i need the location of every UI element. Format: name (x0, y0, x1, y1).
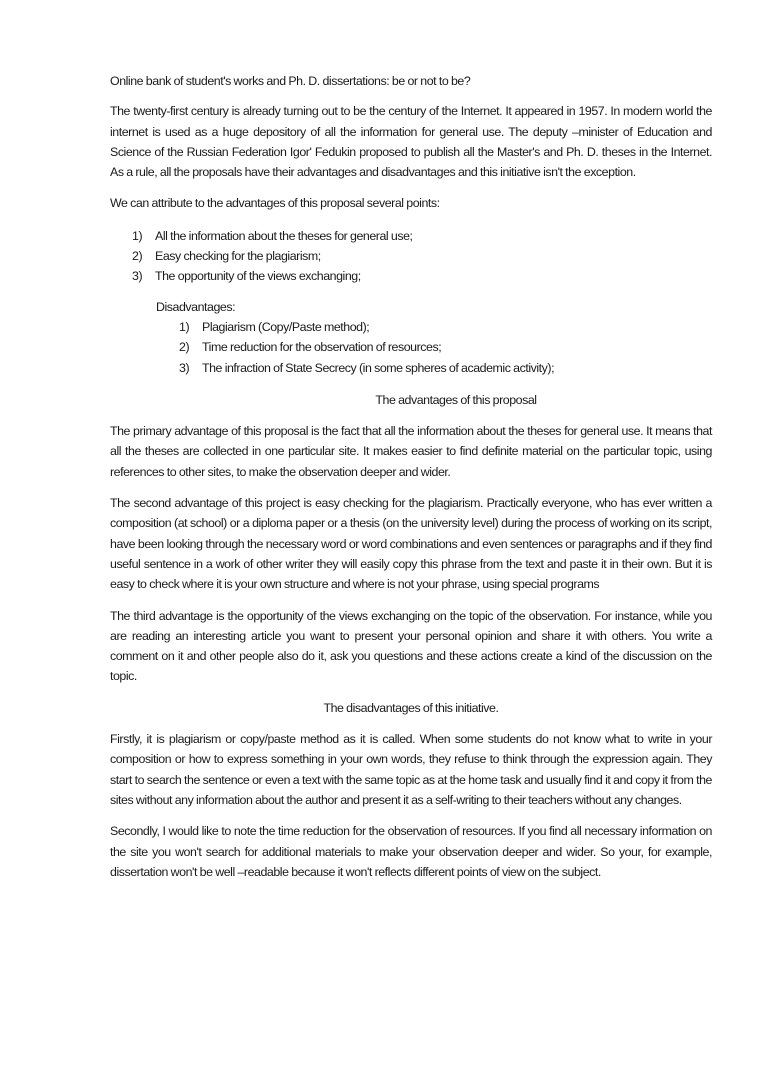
list-item-text: The infraction of State Secrecy (in some spheres of academic activity); (202, 360, 555, 375)
document-title: Online bank of student's works and Ph. D. dissertations: be or not to be? (110, 74, 471, 88)
document-page (110, 71, 712, 893)
advantages-intro: We can attribute to the advantages of this proposal several points: (110, 196, 440, 211)
advantages-heading: The advantages of this proposal (375, 392, 537, 407)
advantage-paragraph-2: The second advantage of this project is easy checking for the plagiarism. Practically everyone, who has ever written a composition (at school) or a diploma paper or a thesis (on the university level) during the process of working on its script, have been looking through the necessary word or word combinations and even sentences or paragraphs and if they find useful sentence in a work of other writer they will easily copy this phrase from the text and paste it in their own. But it is easy to check where it is your own structure and where is not your phrase, using special programs (110, 496, 712, 592)
advantages-list (110, 226, 712, 287)
list-item-text: The opportunity of the views exchanging; (155, 269, 361, 284)
disadvantages-title: Disadvantages: (156, 299, 236, 314)
list-number: 1) (179, 319, 190, 334)
list-item-text: Plagiarism (Copy/Paste method); (202, 319, 370, 334)
list-item (110, 246, 712, 266)
list-item (156, 337, 712, 357)
list-item (156, 317, 712, 337)
list-item (110, 226, 712, 246)
disadvantages-block (156, 297, 712, 378)
list-item-text: All the information about the theses for general use; (155, 228, 413, 243)
disadvantages-heading: The disadvantages of this initiative. (323, 700, 499, 715)
disadvantage-paragraph-1: Firstly, it is plagiarism or copy/paste method as it is called. When some students do not know what to write in your composition or how to express something in your own words, they refuse to think through the expression again. They start to search the sentence or even a text with the same topic as at the home task and usually find it and copy it from the sites without any information about the author and present it as a self-writing to their teachers without any changes. (110, 732, 712, 807)
list-item (156, 358, 712, 378)
list-number: 3) (179, 360, 190, 375)
disadvantages-list (156, 317, 712, 378)
list-item-text: Easy checking for the plagiarism; (155, 249, 321, 264)
advantage-paragraph-3: The third advantage is the opportunity of the views exchanging on the topic of the observation. For instance, while you are reading an interesting article you want to present your personal opinion and share it with others. You write a comment on it and other people also do it, ask you questions and these actions create a kind of the discussion on the topic. (110, 608, 712, 684)
list-number: 1) (132, 228, 143, 243)
intro-paragraph: The twenty-first century is already turning out to be the century of the Internet. It appeared in 1957. In modern world the internet is used as a huge depository of all the information for general use. The deputy –minister of Education and Science of the Russian Federation Igor' Fedukin proposed to publish all the Master's and Ph. D. theses in the Internet. As a rule, all the proposals have their advantages and disadvantages and this initiative isn't the exception. (110, 104, 712, 180)
list-item-text: Time reduction for the observation of resources; (202, 340, 442, 355)
advantage-paragraph-1: The primary advantage of this proposal is the fact that all the information about the theses for general use. It means that all the theses are collected in one particular site. It makes easier to find definite material on the particular topic, using references to other sites, to make the observation deeper and wider. (110, 424, 712, 479)
list-number: 2) (179, 340, 190, 355)
list-number: 2) (132, 249, 143, 264)
list-number: 3) (132, 269, 143, 284)
disadvantage-paragraph-2: Secondly, I would like to note the time reduction for the observation of resources. If you find all necessary information on the site you won't search for additional materials to make your observation deeper and wider. So your, for example, dissertation won't be well –readable because it won't reflects different points of view on the subject. (110, 824, 712, 879)
list-item (110, 266, 712, 286)
